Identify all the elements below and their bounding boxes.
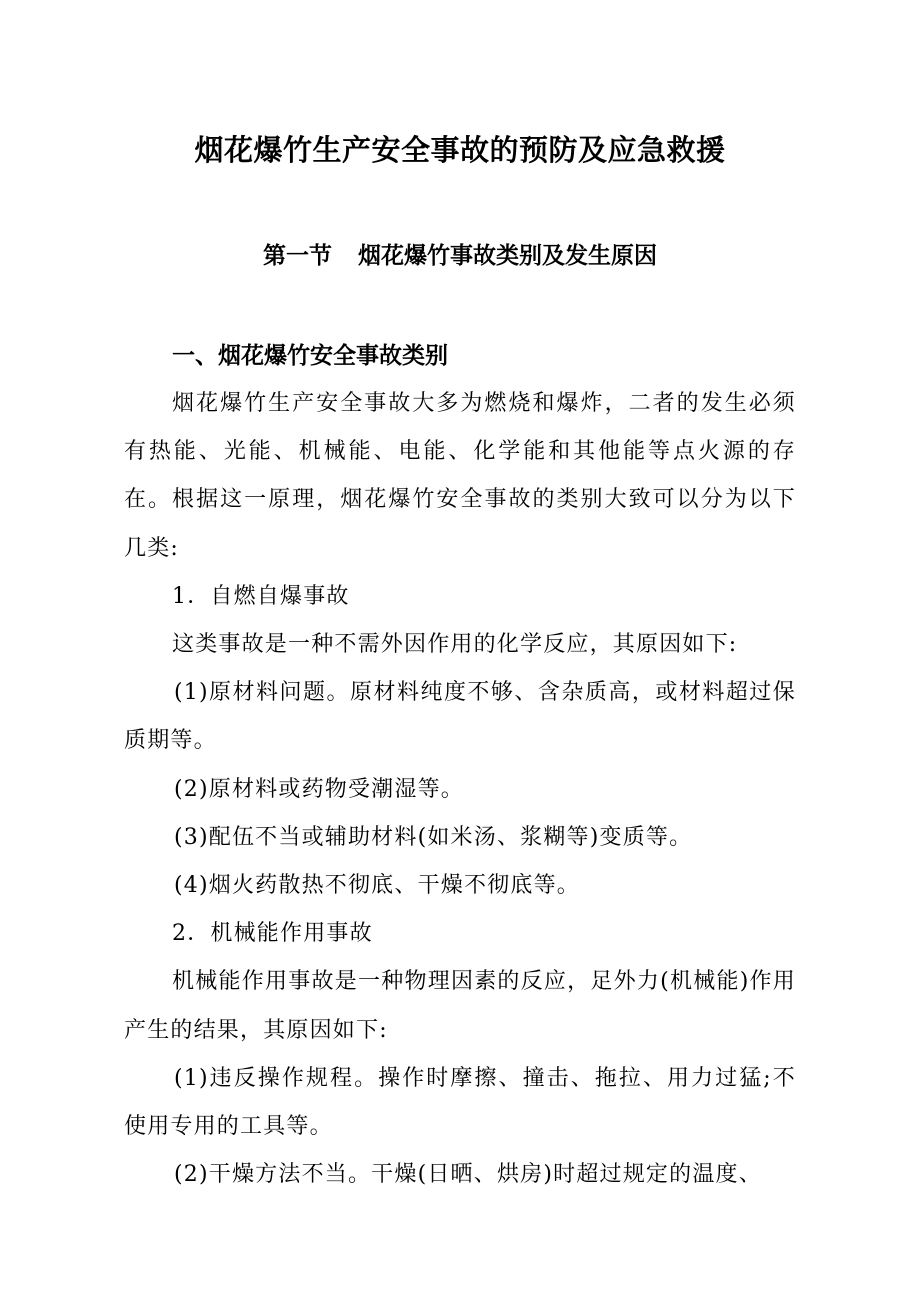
list-item: (1)违反操作规程。操作时摩擦、撞击、拖拉、用力过猛;不使用专用的工具等。 [124,1065,796,1140]
list-item: (2)干燥方法不当。干燥(日晒、烘房)时超过规定的温度、 [174,1162,762,1188]
document-body [124,332,796,1199]
category-heading-mechanical: 2．机械能作用事故 [172,921,373,947]
category-heading-spontaneous: 1．自燃自爆事故 [172,583,350,609]
list-item: (2)原材料或药物受潮湿等。 [174,776,464,802]
list-item: (1)原材料问题。原材料纯度不够、含杂质高，或材料超过保质期等。 [124,680,796,754]
section-title-text: 烟花爆竹事故类别及发生原因 [358,243,657,269]
document-title: 烟花爆竹生产安全事故的预防及应急救援 [194,133,726,167]
section-heading [0,238,920,274]
category-intro-mechanical: 机械能作用事故是一种物理因素的反应，足外力(机械能)作用产生的结果，其原因如下: [124,969,796,1043]
section-number: 第一节 [263,243,332,269]
category-intro-spontaneous: 这类事故是一种不需外因作用的化学反应，其原因如下: [172,632,738,658]
list-item: (4)烟火药散热不彻底、干燥不彻底等。 [174,873,580,899]
heading-accident-categories: 一、烟花爆竹安全事故类别 [172,343,448,369]
list-item: (3)配伍不当或辅助材料(如米汤、浆糊等)变质等。 [174,824,693,850]
paragraph-intro: 烟花爆竹生产安全事故大多为燃烧和爆炸，二者的发生必须有热能、光能、机械能、电能、化学能和其他能等点火源的存在。根据这一原理，烟花爆竹安全事故的类别大致可以分为以下几类: [124,391,796,561]
